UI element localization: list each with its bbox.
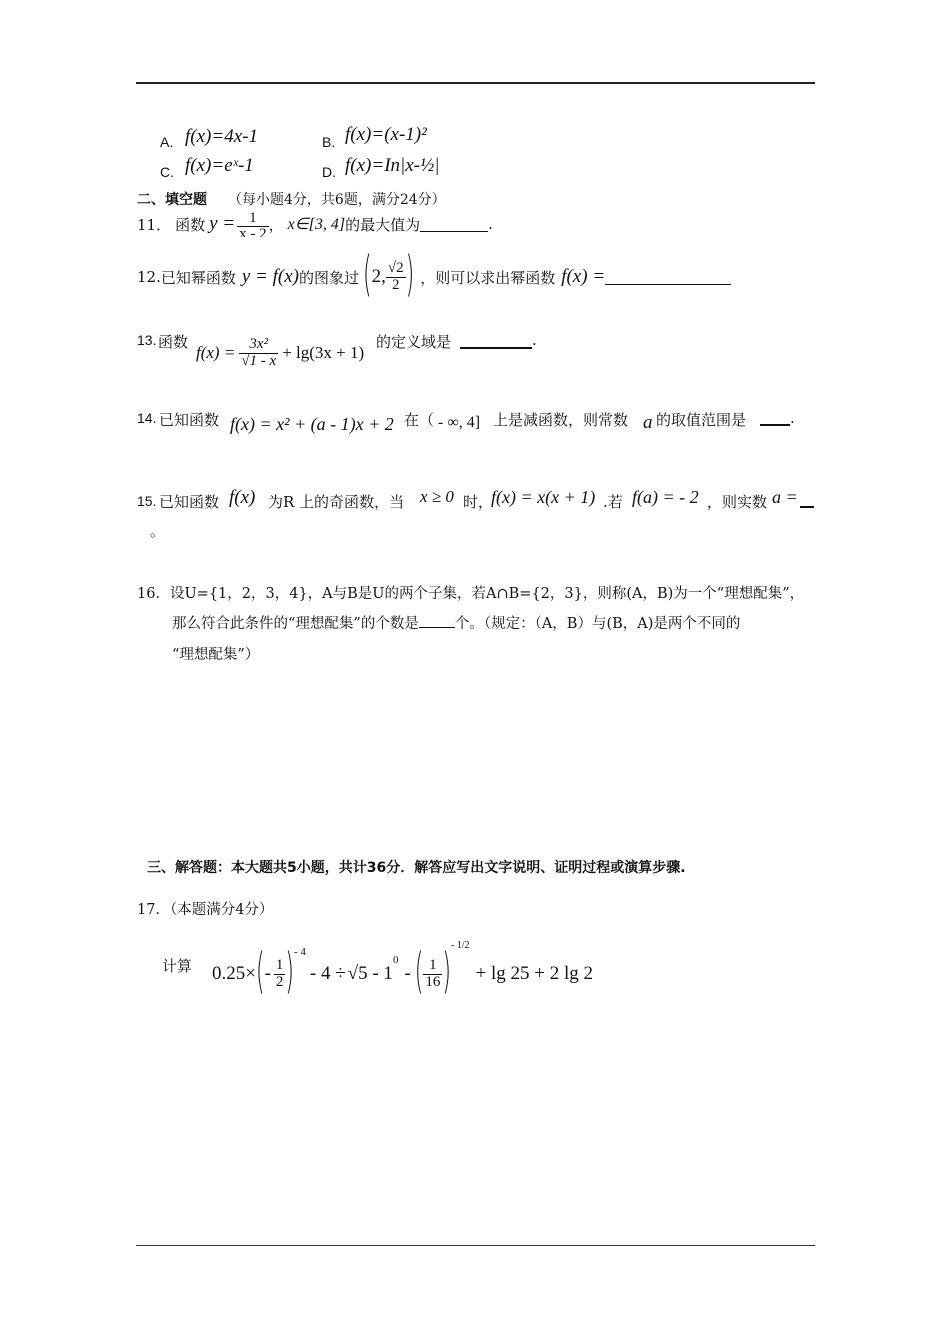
q17-frac1-den: 2 (275, 973, 284, 990)
q12-text-c: ，则可以求出幂函数 (420, 268, 556, 287)
q17-paren1-left: ( (255, 945, 265, 1001)
q13-text-b: 的定义域是 (376, 333, 452, 351)
q15-text-e: ，则实数 (707, 493, 768, 511)
q13-fraction (239, 337, 278, 370)
q15-text-c: 时， (463, 493, 494, 511)
q12-left-paren: ( (363, 248, 372, 304)
q11-frac-den: x - 2 (239, 227, 267, 238)
q17-frac2-num: 1 (423, 958, 442, 975)
q15-text-d: .若 (603, 493, 623, 511)
q15-given: f(a) = - 2 (632, 487, 699, 507)
q12-point-num: √2 (387, 259, 404, 276)
q14-text-b: 在（ (404, 411, 435, 429)
q12-number: 12. (137, 268, 161, 286)
q17-paren2-left: ( (414, 945, 424, 1001)
q12-point-a: 2, (371, 266, 386, 287)
q13-den: √1 - x (241, 352, 277, 369)
q11-domain: x∈[3, 4] (287, 216, 346, 233)
q12-right-paren: ) (405, 248, 415, 304)
q13-end: . (532, 331, 537, 349)
q14-text-c: 上是减函数，则常数 (493, 411, 629, 429)
option-a-label: A. (160, 134, 174, 150)
q13-formula (196, 330, 364, 376)
q15-def: f(x) = x(x + 1) (491, 487, 596, 507)
q11-text-b: 的最大值为 (345, 215, 421, 234)
q14-answer-blank[interactable] (760, 410, 790, 426)
q12-text: 已知幂函数 (160, 268, 236, 287)
q17-root: √5 - 1 (347, 963, 393, 984)
q17-frac2-den: 16 (425, 973, 441, 990)
q16-line2b: 个。（规定：（A，B）与(B，A)是两个不同的 (454, 616, 741, 632)
q11-text: 函数 (175, 215, 206, 234)
q17-header: 17．（本题满分4分） (137, 902, 274, 918)
q11-answer-blank[interactable] (420, 217, 488, 232)
q14-text-d: 的取值范围是 (656, 411, 747, 429)
q14-interval: - ∞, 4] (438, 414, 481, 431)
q11-end: . (488, 215, 493, 233)
q12-func2: f(x) = (561, 266, 606, 287)
q12-text-b: 的图象过 (299, 268, 360, 287)
q17-expression: 0.25× ( - $\frac{1}{2}$ ) - 4 - 4 ÷ √5 - 1 0 - ( $\frac{1}{16}$ ) - 1/2 + lg 25 + 2 lg 2 (212, 940, 594, 1001)
q15-line2: 。 (150, 522, 166, 540)
option-c-label: C. (160, 164, 174, 180)
q15-cond: x ≥ 0 (420, 487, 454, 506)
q13-answer-blank[interactable] (460, 333, 532, 349)
question-12 (137, 248, 731, 306)
option-a-formula: f(x)=4x-1 (185, 126, 258, 147)
q13-number: 13. (137, 332, 157, 348)
q11-fraction (237, 211, 269, 238)
q17-term3: - (404, 963, 411, 984)
q13-text: 函数 (158, 333, 189, 351)
q15-answer-blank[interactable] (800, 492, 814, 508)
q17-minus1: - (264, 963, 271, 984)
q13-rhs: + lg(3x + 1) (282, 343, 365, 362)
q15-ask: a = (772, 487, 798, 507)
q17-paren1-right: ) (285, 945, 294, 1001)
q16-answer-blank[interactable] (419, 613, 455, 628)
option-b-label: B. (322, 134, 336, 150)
question-11 (137, 207, 493, 241)
q15-number: 15. (137, 493, 157, 509)
q13-num: 3x² (239, 337, 278, 354)
q12-point-fraction (386, 261, 406, 294)
q12-point-den: 2 (391, 276, 400, 293)
bottom-rule (136, 1245, 815, 1246)
q11-frac-num: 1 (237, 211, 269, 228)
q11-func: y = (209, 213, 236, 234)
top-rule (136, 82, 815, 84)
q13-lhs: f(x) = (196, 343, 236, 362)
q17-frac1 (274, 958, 286, 991)
q15-text: 已知函数 (159, 493, 220, 511)
option-b-formula: f(x)=(x-1)² (345, 124, 427, 145)
q17-term2: - 4 ÷ (309, 963, 346, 984)
section2-note: （每小题4分，共6题，满分24分） (228, 192, 446, 208)
q17-frac1-num: 1 (275, 956, 284, 973)
q16-line2a: 那么符合此条件的“理想配集”的个数是 (172, 616, 419, 632)
option-d-label: D. (322, 164, 336, 180)
section2-title: 二、填空题 (137, 192, 207, 208)
q17-term4: + lg 25 + 2 lg 2 (475, 963, 594, 984)
q15-text-b: 为R 上的奇函数，当 (268, 493, 405, 511)
q14-var: a (643, 412, 653, 433)
q14-text: 已知函数 (159, 411, 220, 429)
q11-sep: ， (268, 215, 284, 234)
q14-expr: f(x) = x² + (a - 1)x + 2 (230, 414, 394, 434)
q14-number: 14. (137, 410, 157, 426)
q11-number: 11． (137, 215, 172, 234)
section3-title: 三、解答题：本大题共5小题，共计36分．解答应写出文字说明、证明过程或演算步骤. (147, 860, 686, 876)
q17-paren2-right: ) (442, 945, 451, 1001)
q17-label: 计算 (162, 957, 193, 975)
q12-answer-blank[interactable] (605, 270, 731, 285)
option-c-formula: f(x)=eˣ-1 (185, 155, 254, 176)
q15-f1: f(x) (229, 487, 256, 508)
q17-term1: 0.25× (212, 963, 256, 984)
option-d-formula: f(x)=In|x-½| (345, 155, 440, 176)
q12-func: y = f(x) (241, 266, 299, 287)
q16-line3: “理想配集”） (172, 647, 260, 663)
q14-end: . (790, 409, 795, 427)
q17-frac2 (423, 958, 442, 991)
q16-line1: 16．设U={1，2，3，4}，A与B是U的两个子集，若A∩B={2，3}，则称(A，B)为一个“理想配集”， (137, 586, 805, 602)
q16-line2 (172, 612, 740, 633)
